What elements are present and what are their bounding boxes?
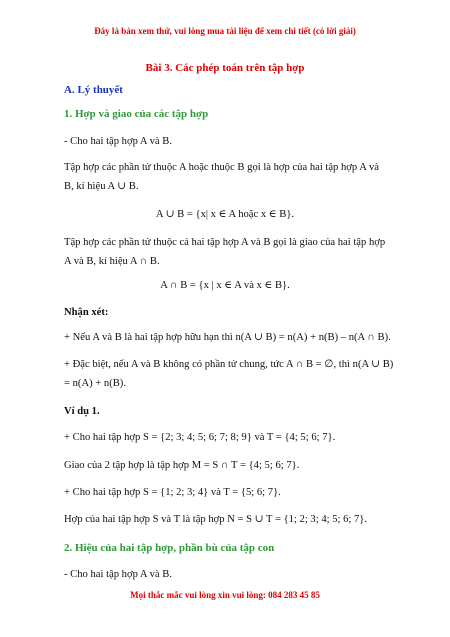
paragraph-line: + Nếu A và B là hai tập hợp hữu hạn thì n(A ∪ B) = n(A) + n(B) – n(A ∩ B). (64, 332, 391, 343)
paragraph-line: + Cho hai tập hợp S = {1; 2; 3; 4} và T = {5; 6; 7}. (64, 487, 281, 498)
paragraph-line: - Cho hai tập hợp A và B. (64, 569, 173, 580)
section-2-heading: 2. Hiệu của hai tập hợp, phần bù của tập con (64, 542, 275, 554)
formula-union: A ∪ B = {x| x ∈ A hoặc x ∈ B}. (155, 209, 295, 220)
example-heading: Ví dụ 1. (64, 406, 100, 417)
paragraph-line: + Cho hai tập hợp S = {2; 3; 4; 5; 6; 7; 8; 9} và T = {4; 5; 6; 7}. (64, 432, 336, 443)
paragraph-line: Hợp của hai tập hợp S và T là tập hợp N = S ∪ T = {1; 2; 3; 4; 5; 6; 7}. (64, 514, 368, 525)
lesson-title: Bài 3. Các phép toán trên tập hợp (145, 62, 305, 74)
paragraph-line: B, kí hiệu A ∪ B. (64, 181, 139, 192)
section-1-heading: 1. Hợp và giao của các tập hợp (64, 108, 209, 120)
section-a-heading: A. Lý thuyết (64, 84, 123, 96)
paragraph-line: Tập hợp các phần tử thuộc A hoặc thuộc B gọi là hợp của hai tập hợp A và (64, 162, 379, 173)
preview-notice: Đây là bản xem thử, vui lòng mua tài liệu để xem chi tiết (có lời giải) (94, 26, 356, 36)
formula-intersection: A ∩ B = {x | x ∈ A và x ∈ B}. (160, 280, 290, 291)
paragraph-line: - Cho hai tập hợp A và B. (64, 136, 173, 147)
paragraph-line: = n(A) + n(B). (64, 378, 126, 389)
remark-heading: Nhận xét: (64, 307, 109, 318)
contact-footer: Mọi thắc mắc vui lòng xin vui lòng: 084 283 45 85 (130, 590, 320, 600)
paragraph-line: A và B, kí hiệu A ∩ B. (64, 256, 160, 267)
paragraph-line: + Đặc biệt, nếu A và B không có phần tử chung, tức A ∩ B = ∅, thì n(A ∪ B) (64, 359, 394, 370)
paragraph-line: Tập hợp các phần tử thuộc cả hai tập hợp A và B gọi là giao của hai tập hợp (64, 237, 386, 248)
paragraph-line: Giao của 2 tập hợp là tập hợp M = S ∩ T = {4; 5; 6; 7}. (64, 460, 300, 471)
